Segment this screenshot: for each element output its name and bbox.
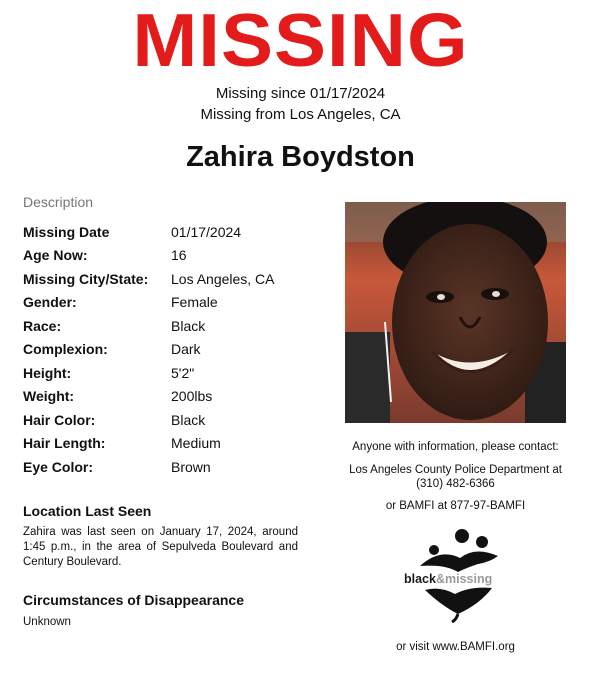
field-label: Missing Date (23, 223, 110, 240)
field-label: Race: (23, 317, 62, 334)
field-row (23, 338, 323, 362)
logo-word-light: &missing (435, 572, 493, 586)
circumstances-title: Circumstances of Disappearance (23, 592, 244, 608)
contact-visit: or visit www.BAMFI.org (396, 641, 515, 653)
contact-department: Los Angeles County Police Department at (349, 464, 562, 476)
field-row (23, 314, 323, 338)
field-value: Female (171, 294, 218, 311)
field-row (23, 432, 323, 456)
field-value: 01/17/2024 (171, 223, 242, 240)
location-title: Location Last Seen (23, 503, 152, 519)
description-heading: Description (23, 194, 94, 210)
field-label: Hair Length: (23, 435, 106, 452)
logo-word-dark: black (404, 572, 436, 586)
field-row (23, 291, 323, 315)
missing-since: Missing since 01/17/2024 (215, 85, 386, 102)
field-label: Height: (23, 364, 72, 381)
field-row (23, 408, 323, 432)
field-value: Black (171, 317, 206, 334)
field-value: Brown (171, 458, 211, 475)
field-row (23, 455, 323, 479)
field-label: Hair Color: (23, 411, 96, 428)
person-photo (345, 202, 566, 423)
field-label: Missing City/State: (23, 270, 149, 287)
field-value: Dark (171, 341, 201, 358)
person-photo-illustration (345, 202, 566, 423)
field-row (23, 244, 323, 268)
field-value: Black (171, 411, 206, 428)
field-row (23, 267, 323, 291)
location-text: Zahira was last seen on January 17, 2024, around 1:45 p.m., in the area of Sepulveda Boulevard and Century Boulevard. (23, 526, 298, 568)
field-label: Age Now: (23, 247, 88, 264)
contact-phone: (310) 482-6366 (416, 478, 495, 490)
circumstances-text: Unknown (23, 616, 71, 628)
field-row (23, 361, 323, 385)
field-value: Medium (171, 435, 221, 452)
bamfi-logo (400, 528, 520, 623)
field-row (23, 220, 323, 244)
field-value: 200lbs (171, 388, 213, 405)
field-value: 16 (171, 247, 187, 264)
contact-alternate: or BAMFI at 877-97-BAMFI (385, 500, 526, 512)
field-label: Complexion: (23, 341, 108, 358)
contact-intro: Anyone with information, please contact: (352, 441, 559, 453)
missing-headline: MISSING (132, 0, 469, 83)
field-row (23, 385, 323, 409)
field-value: Los Angeles, CA (171, 270, 275, 287)
logo-wordmark (404, 572, 492, 586)
field-label: Weight: (23, 388, 75, 405)
field-value: 5'2" (171, 364, 195, 381)
field-label: Gender: (23, 294, 77, 311)
person-name: Zahira Boydston (186, 141, 415, 173)
description-fields (23, 220, 323, 479)
field-label: Eye Color: (23, 458, 94, 475)
missing-from: Missing from Los Angeles, CA (200, 106, 401, 123)
